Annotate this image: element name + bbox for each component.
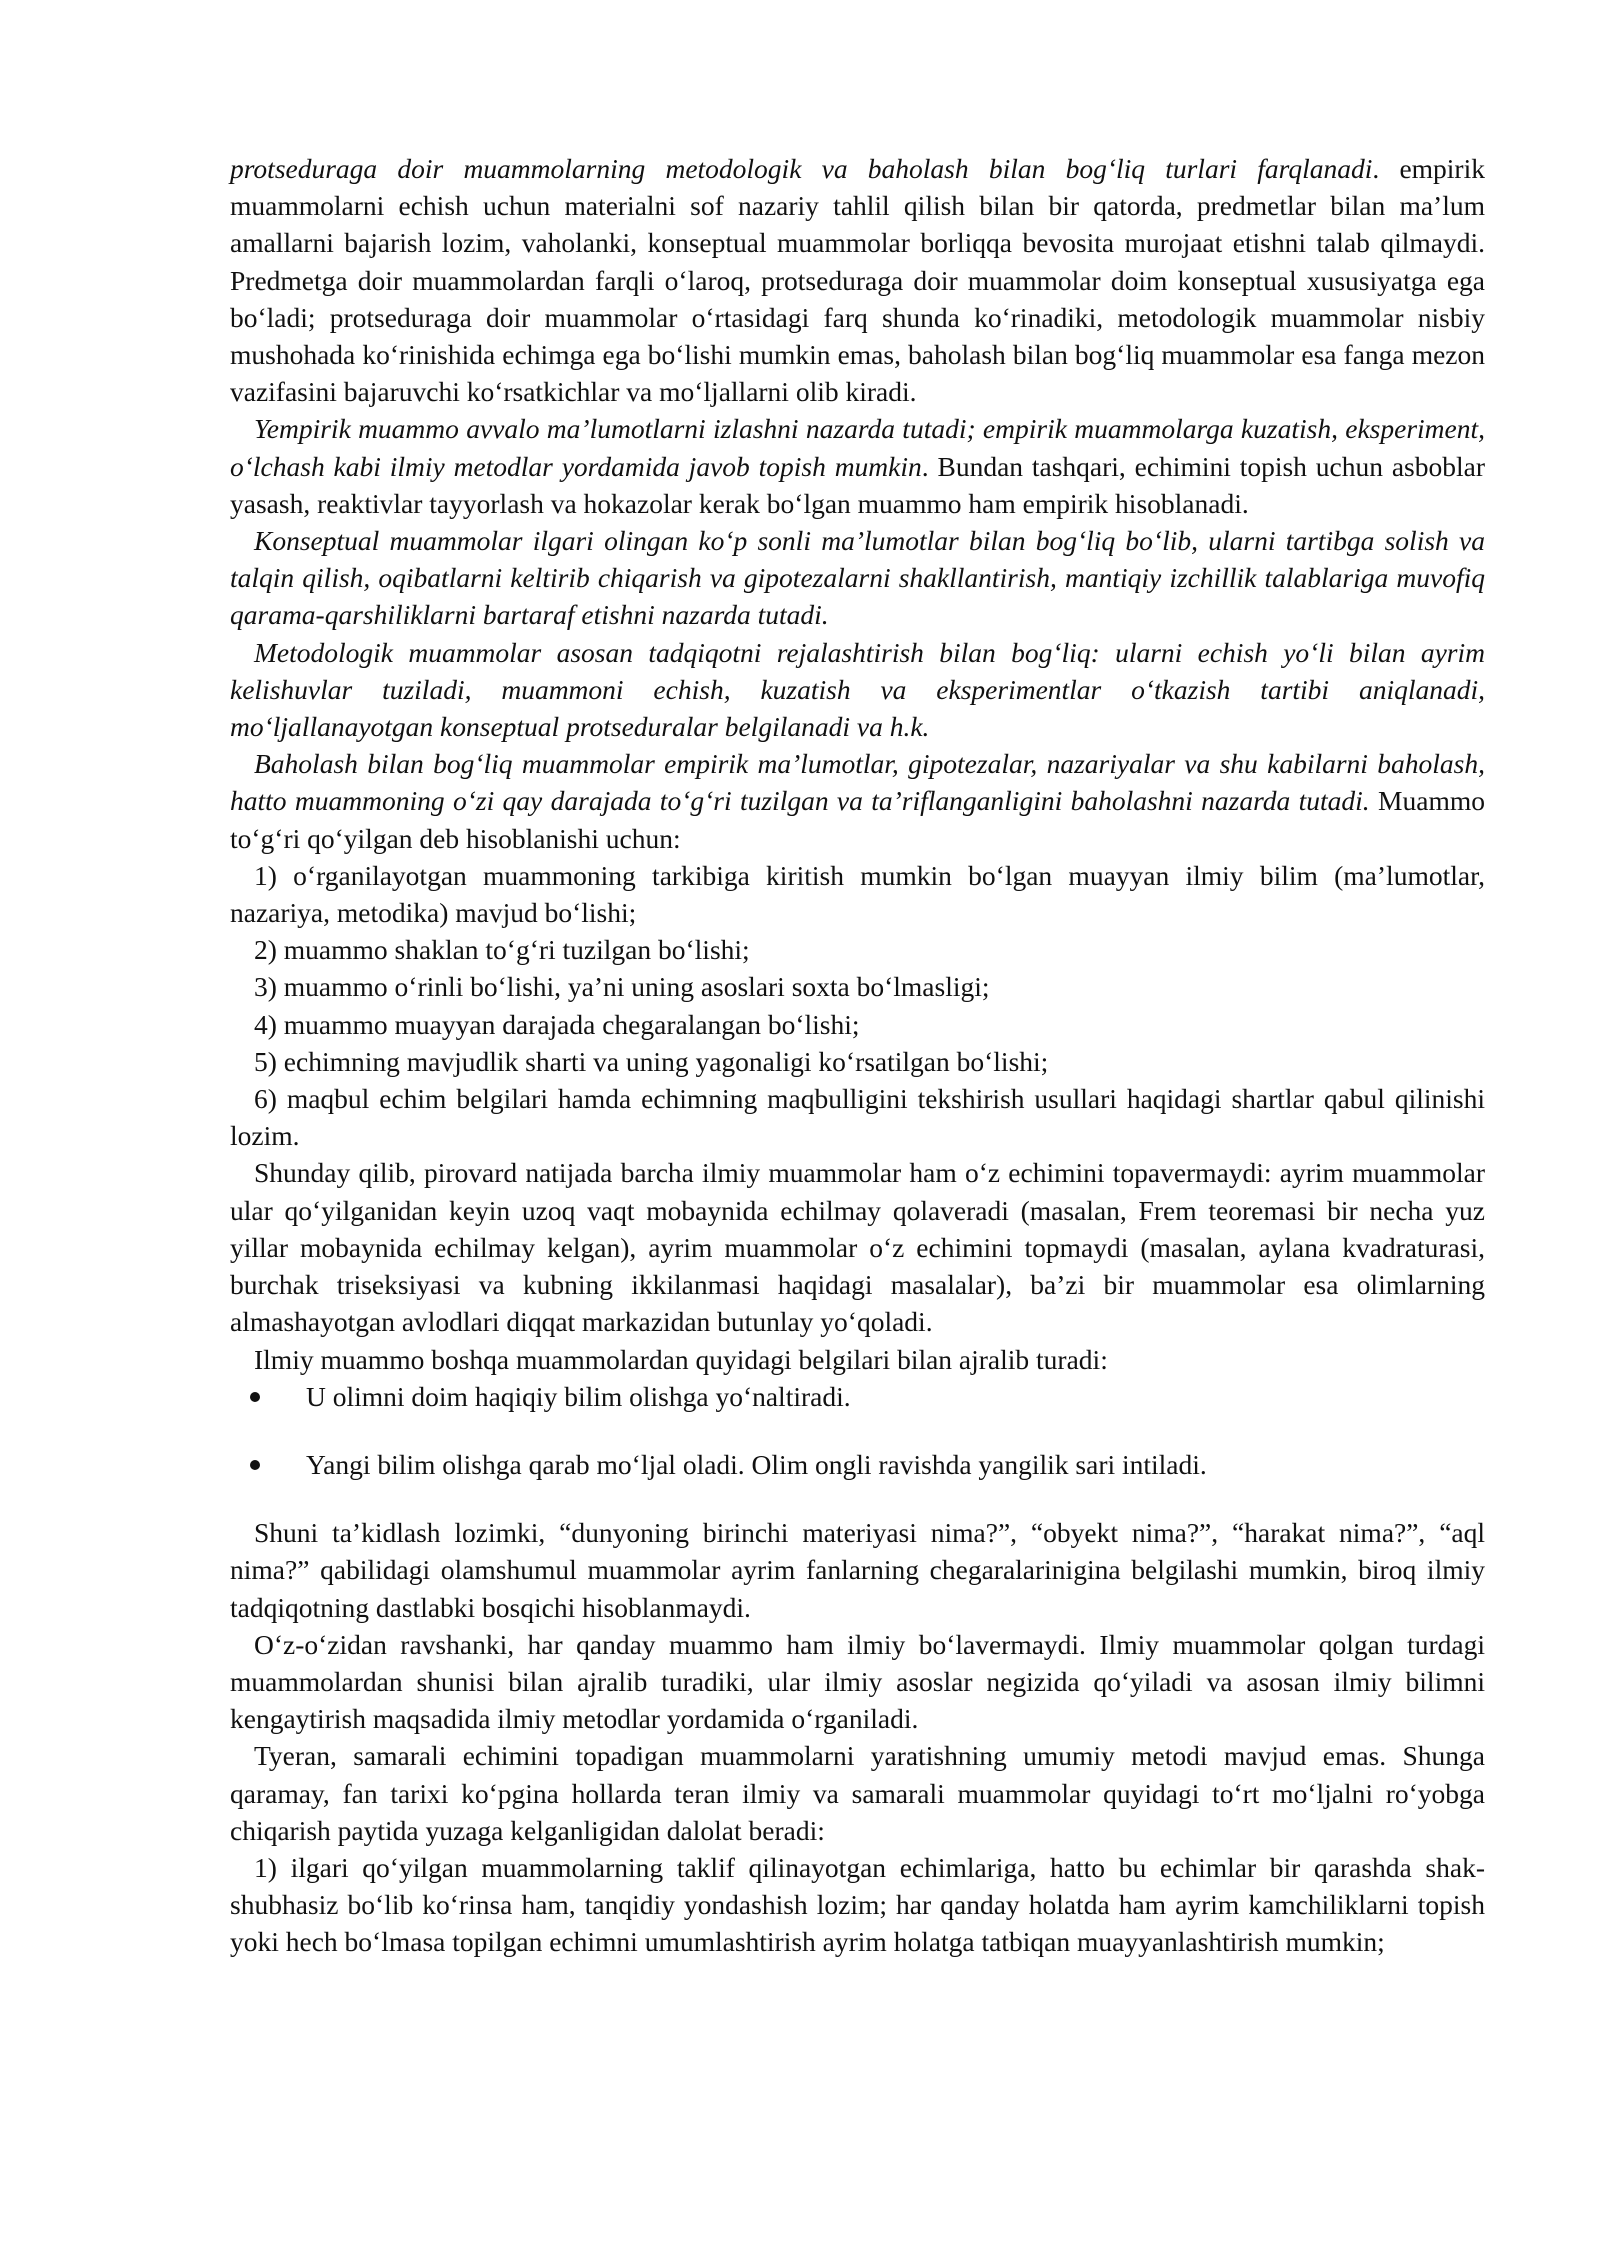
paragraph-empirical-problem: [230, 410, 1485, 522]
condition-item: 3) muammo o‘rinli bo‘lishi, ya’ni uning asoslari soxta bo‘lmasligi;: [254, 971, 990, 1003]
condition-item: 1) o‘rganilayotgan muammoning tarkibiga kiritish mumkin bo‘lgan muayyan ilmiy bilim (ma’lumotlar, nazariya, metodika) mavjud bo‘lishi;: [230, 859, 1485, 929]
condition-item: 4) muammo muayyan darajada chegaralangan bo‘lishi;: [254, 1008, 860, 1040]
bullet-text: U olimni doim haqiqiy bilim olishga yo‘naltiradi.: [306, 1380, 851, 1412]
body-text: Muammo to‘g‘ri qo‘yilgan deb hisoblanishi uchun:: [230, 785, 1485, 854]
paragraph-scientific-problem-features: Ilmiy muammo boshqa muammolardan quyidagi belgilari bilan ajralib turadi:: [254, 1343, 1108, 1375]
paragraph-guideline-1: 1) ilgari qo‘yilgan muammolarning taklif qilinayotgan echimlariga, hatto bu echimlar bir qarashda shak-shubhasiz bo‘lib ko‘rinsa ham, tanqidiy yondashish lozim; har qanday holatda ham ayrim kamchiliklarni topish yoki hech bo‘lmasa topilgan echimni umumlashtirish ayrim holatga tatbiqan muayyanlashtirish mumkin;: [230, 1851, 1485, 1958]
paragraph-unsolved-problems: Shunday qilib, pirovard natijada barcha ilmiy muammolar ham o‘z echimini topavermaydi: ayrim muammolar ular qo‘yilganidan keyin uzoq vaqt mobaynida echilmay qolaveradi (masalan, Frem teoremasi bir necha yuz yillar mobaynida echilmay kelgan), ayrim muammolar o‘z echimini topmaydi (masalan, aylana kvadraturasi, burchak triseksiyasi va kubning ikkilanmasi haqidagi masalalar), ba’zi bir muammolar esa olimlarning almashayotgan avlodlari diqqat markazidan butunlay yo‘qoladi.: [230, 1157, 1485, 1338]
bullet-item: [230, 1378, 1485, 1415]
paragraph-evaluation-problems: [230, 745, 1485, 857]
paragraph-procedural-problems: [230, 150, 1485, 410]
bullet-icon: [250, 1460, 260, 1470]
italic-text: Konseptual muammolar ilgari olingan ko‘p sonli ma’lumotlar bilan bog‘liq bo‘lib, ularni tartibga solish va talqin qilish, oqibatlarni keltirib chiqarish va gipotezalarni shakllantirish, mantiqiy izchillik talablariga muvofiq qarama-qarshiliklarni bartaraf etishni nazarda tutadi.: [230, 525, 1485, 631]
paragraph-not-every-problem-scientific: O‘z-o‘zidan ravshanki, har qanday muammo ham ilmiy bo‘lavermaydi. Ilmiy muammolar qolgan turdagi muammolardan shunisi bilan ajralib turadiki, ular ilmiy asoslar negizida qo‘yiladi va asosan ilmiy bilimni kengaytirish maqsadida ilmiy metodlar yordamida o‘rganiladi.: [230, 1628, 1485, 1735]
bullet-item: [230, 1446, 1485, 1483]
condition-item: 2) muammo shaklan to‘g‘ri tuzilgan bo‘lishi;: [254, 934, 750, 966]
italic-text: Yempirik muammo avvalo ma’lumotlarni izlashni nazarda tutadi; empirik muammolarga kuzatish, eksperiment, o‘lchash kabi ilmiy metodlar yordamida javob topish mumkin: [230, 413, 1485, 482]
bullet-text: Yangi bilim olishga qarab mo‘ljal oladi. Olim ongli ravishda yangilik sari intiladi.: [306, 1448, 1207, 1480]
body-text: . Bundan tashqari, echimini topish uchun asboblar yasash, reaktivlar tayyorlash va hokazolar kerak bo‘lgan muammo ham empirik hisoblanadi.: [230, 450, 1485, 519]
paragraph-global-problems: Shuni ta’kidlash lozimki, “dunyoning birinchi materiyasi nima?”, “obyekt nima?”, “harakat nima?”, “aql nima?” qabilidagi olamshumul muammolar ayrim fanlarning chegaralarinigina belgilashi mumkin, biroq ilmiy tadqiqotning dastlabki bosqichi hisoblanmaydi.: [230, 1517, 1485, 1623]
body-text: . empirik muammolarni echish uchun materialni sof nazariy tahlil qilish bilan bir qatorda, predmetlar bilan ma’lum amallarni bajarish lozim, vaholanki, konseptual muammolar borliqqa bevosita murojaat etishni talab qilmaydi. Predmetga doir muammolardan farqli o‘laroq, protseduraga doir muammolar doim konseptual xususiyatga ega bo‘ladi; protseduraga doir muammolar o‘rtasidagi farq shunda ko‘rinadiki, metodologik muammolar nisbiy mushohada ko‘rinishida echimga ega bo‘lishi mumkin emas, baholash bilan bog‘liq muammolar esa fanga mezon vazifasini bajaruvchi ko‘rsatkichlar va mo‘ljallarni olib kiradi.: [230, 153, 1485, 408]
italic-text: Metodologik muammolar asosan tadqiqotni rejalashtirish bilan bog‘liq: ularni echish yo‘li bilan ayrim kelishuvlar tuziladi, muammoni echish, kuzatish va eksperimentlar o‘tkazish tartibi aniqlanadi, mo‘ljallanayotgan konseptual protseduralar belgilanadi va h.k.: [230, 636, 1485, 743]
italic-text: Baholash bilan bog‘liq muammolar empirik ma’lumotlar, gipotezalar, nazariyalar va shu kabilarni baholash, hatto muammoning o‘zi qay darajada to‘g‘ri tuzilgan va ta’riflanganligini baholashni nazarda tutadi.: [230, 748, 1485, 817]
paragraph-methodological-problems: [230, 634, 1485, 746]
paragraph-general-method: Tyeran, samarali echimini topadigan muammolarni yaratishning umumiy metodi mavjud emas. Shunga qaramay, fan tarixi ko‘pgina hollarda teran ilmiy va samarali muammolar quyidagi to‘rt mo‘ljalni ro‘yobga chiqarish paytida yuzaga kelganligidan dalolat beradi:: [230, 1740, 1485, 1846]
italic-text: protseduraga doir muammolarning metodologik va baholash bilan bog‘liq turlari farqlanadi: [230, 153, 1373, 184]
document-page: [230, 150, 1485, 1961]
paragraph-conceptual-problems: [230, 522, 1485, 634]
bullet-icon: [250, 1392, 260, 1402]
features-bullet-list: [230, 1378, 1485, 1483]
condition-item: 6) maqbul echim belgilari hamda echimning maqbulligini tekshirish usullari haqidagi shartlar qabul qilinishi lozim.: [230, 1083, 1485, 1152]
condition-item: 5) echimning mavjudlik sharti va uning yagonaligi ko‘rsatilgan bo‘lishi;: [254, 1045, 1049, 1077]
